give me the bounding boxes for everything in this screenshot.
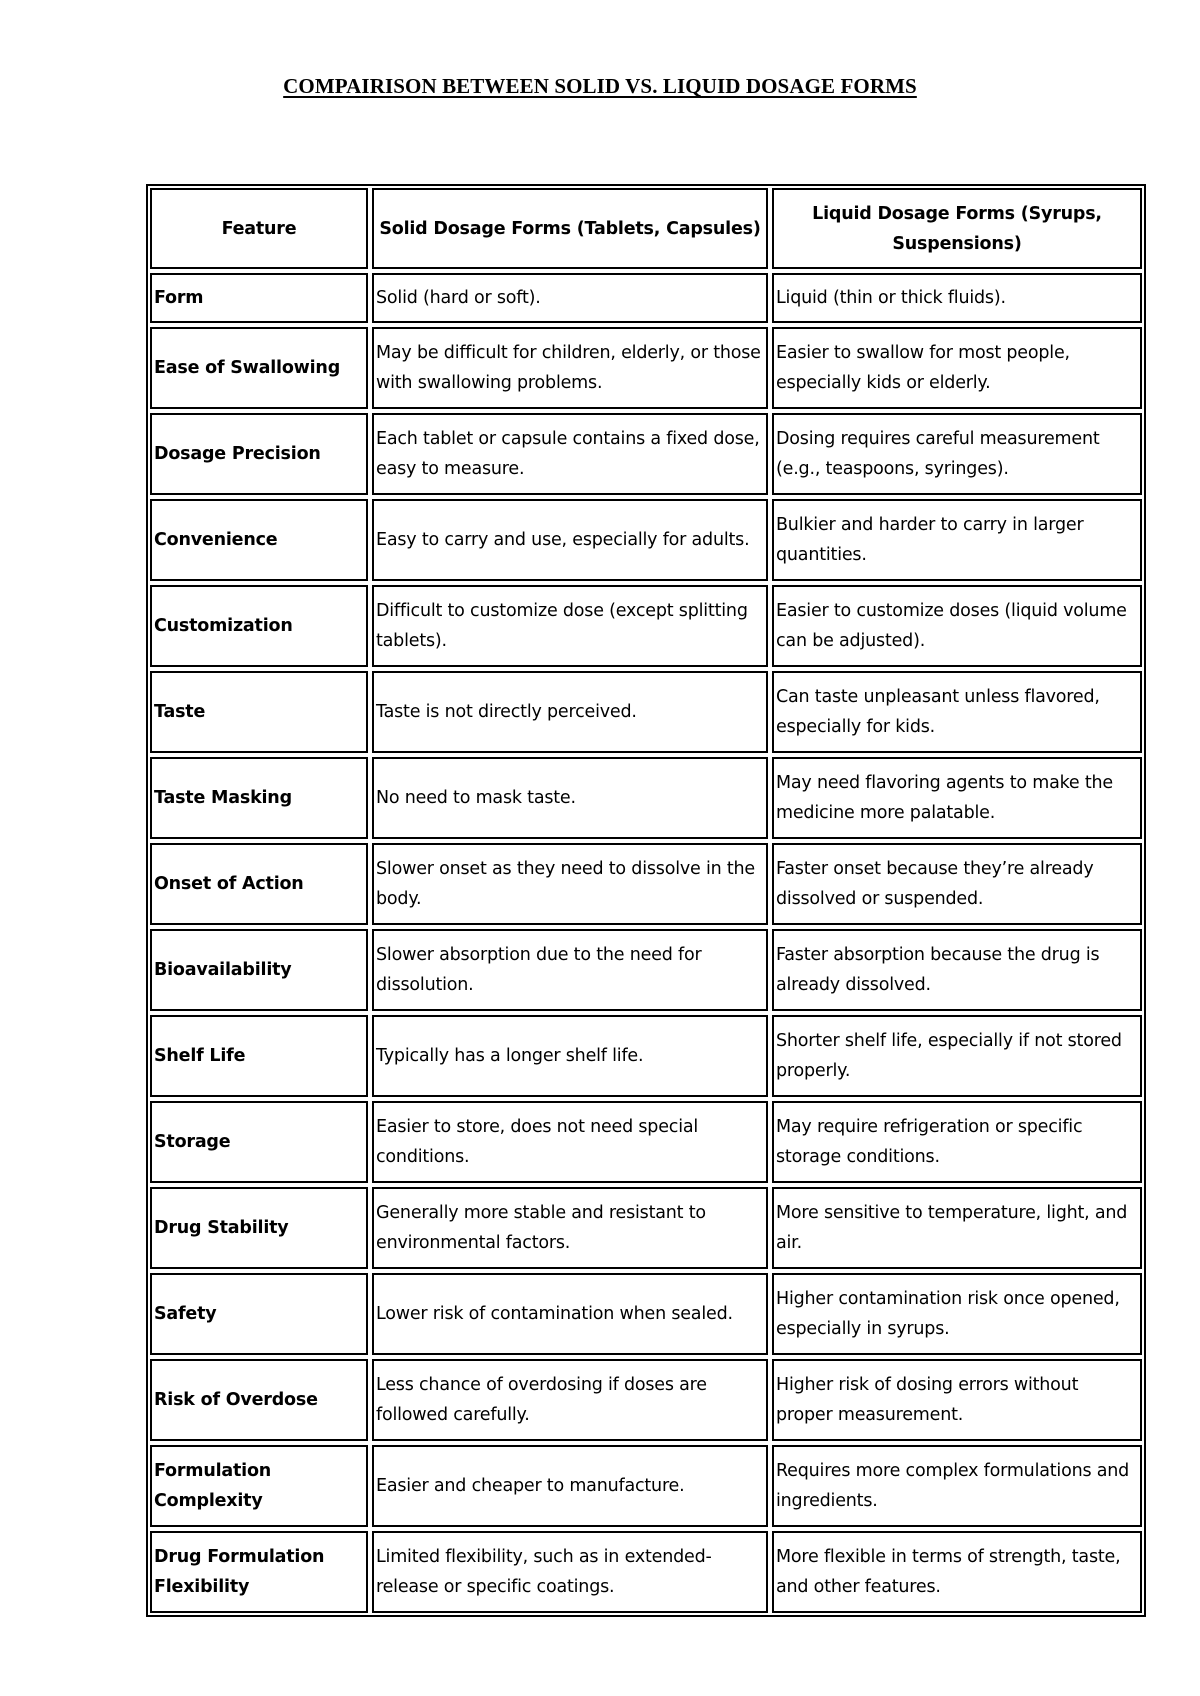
liquid-cell: Higher contamination risk once opened, especially in syrups. xyxy=(772,1273,1142,1355)
feature-cell: Drug Stability xyxy=(150,1187,368,1269)
feature-cell: Bioavailability xyxy=(150,929,368,1011)
liquid-cell: May require refrigeration or specific storage conditions. xyxy=(772,1101,1142,1183)
solid-cell: Slower absorption due to the need for dissolution. xyxy=(372,929,768,1011)
solid-cell: May be difficult for children, elderly, or those with swallowing problems. xyxy=(372,327,768,409)
feature-cell: Storage xyxy=(150,1101,368,1183)
table-row xyxy=(150,1445,1142,1527)
liquid-cell: Shorter shelf life, especially if not stored properly. xyxy=(772,1015,1142,1097)
feature-cell: Convenience xyxy=(150,499,368,581)
feature-cell: Formulation Complexity xyxy=(150,1445,368,1527)
table-row xyxy=(150,1101,1142,1183)
solid-cell: Less chance of overdosing if doses are followed carefully. xyxy=(372,1359,768,1441)
solid-cell: Limited flexibility, such as in extended-release or specific coatings. xyxy=(372,1531,768,1613)
solid-cell: Easier and cheaper to manufacture. xyxy=(372,1445,768,1527)
liquid-cell: Bulkier and harder to carry in larger quantities. xyxy=(772,499,1142,581)
table-row xyxy=(150,413,1142,495)
liquid-cell: Liquid (thin or thick fluids). xyxy=(772,273,1142,323)
solid-cell: Solid (hard or soft). xyxy=(372,273,768,323)
table-row xyxy=(150,273,1142,323)
comparison-table xyxy=(146,184,1146,1617)
feature-cell: Dosage Precision xyxy=(150,413,368,495)
solid-cell: No need to mask taste. xyxy=(372,757,768,839)
solid-cell: Slower onset as they need to dissolve in the body. xyxy=(372,843,768,925)
liquid-cell: Faster absorption because the drug is already dissolved. xyxy=(772,929,1142,1011)
table-header-row xyxy=(150,188,1142,269)
feature-cell: Taste Masking xyxy=(150,757,368,839)
feature-cell: Taste xyxy=(150,671,368,753)
header-solid: Solid Dosage Forms (Tablets, Capsules) xyxy=(372,188,768,269)
liquid-cell: More flexible in terms of strength, taste, and other features. xyxy=(772,1531,1142,1613)
solid-cell: Easy to carry and use, especially for adults. xyxy=(372,499,768,581)
solid-cell: Generally more stable and resistant to environmental factors. xyxy=(372,1187,768,1269)
solid-cell: Taste is not directly perceived. xyxy=(372,671,768,753)
feature-cell: Onset of Action xyxy=(150,843,368,925)
liquid-cell: Easier to swallow for most people, especially kids or elderly. xyxy=(772,327,1142,409)
feature-cell: Ease of Swallowing xyxy=(150,327,368,409)
table-row xyxy=(150,1531,1142,1613)
table-row xyxy=(150,1015,1142,1097)
table-row xyxy=(150,585,1142,667)
liquid-cell: Requires more complex formulations and ingredients. xyxy=(772,1445,1142,1527)
liquid-cell: Higher risk of dosing errors without proper measurement. xyxy=(772,1359,1142,1441)
header-feature: Feature xyxy=(150,188,368,269)
table-row xyxy=(150,757,1142,839)
table-row xyxy=(150,1273,1142,1355)
solid-cell: Easier to store, does not need special conditions. xyxy=(372,1101,768,1183)
solid-cell: Lower risk of contamination when sealed. xyxy=(372,1273,768,1355)
feature-cell: Shelf Life xyxy=(150,1015,368,1097)
table-row xyxy=(150,1187,1142,1269)
table-row xyxy=(150,843,1142,925)
liquid-cell: May need flavoring agents to make the medicine more palatable. xyxy=(772,757,1142,839)
table-row xyxy=(150,671,1142,753)
header-liquid: Liquid Dosage Forms (Syrups, Suspensions) xyxy=(772,188,1142,269)
table-row xyxy=(150,327,1142,409)
solid-cell: Typically has a longer shelf life. xyxy=(372,1015,768,1097)
feature-cell: Drug Formulation Flexibility xyxy=(150,1531,368,1613)
page-title: COMPAIRISON BETWEEN SOLID VS. LIQUID DOSAGE FORMS xyxy=(283,74,917,98)
solid-cell: Difficult to customize dose (except splitting tablets). xyxy=(372,585,768,667)
liquid-cell: Faster onset because they’re already dissolved or suspended. xyxy=(772,843,1142,925)
feature-cell: Form xyxy=(150,273,368,323)
liquid-cell: More sensitive to temperature, light, and air. xyxy=(772,1187,1142,1269)
liquid-cell: Easier to customize doses (liquid volume can be adjusted). xyxy=(772,585,1142,667)
table-row xyxy=(150,1359,1142,1441)
feature-cell: Customization xyxy=(150,585,368,667)
table-row xyxy=(150,499,1142,581)
feature-cell: Risk of Overdose xyxy=(150,1359,368,1441)
table-row xyxy=(150,929,1142,1011)
liquid-cell: Dosing requires careful measurement (e.g., teaspoons, syringes). xyxy=(772,413,1142,495)
feature-cell: Safety xyxy=(150,1273,368,1355)
liquid-cell: Can taste unpleasant unless flavored, especially for kids. xyxy=(772,671,1142,753)
solid-cell: Each tablet or capsule contains a fixed dose, easy to measure. xyxy=(372,413,768,495)
